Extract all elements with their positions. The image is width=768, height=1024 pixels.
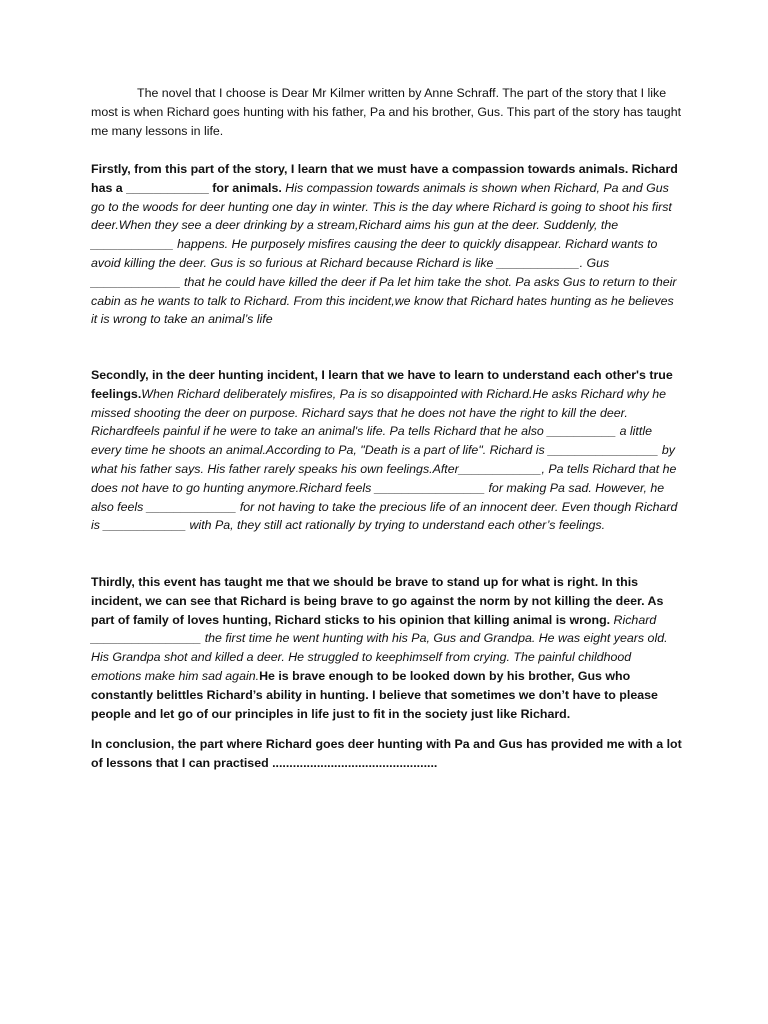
paragraph-compassion <box>91 160 683 329</box>
paragraph-brave-bold-2: He is brave enough to be looked down by his brother, Gus who constantly belittles Richard’s ability in hunting. I believe that sometimes we don’t have to please people and let go of our principles in life just to fit in the society just like Richard. <box>91 668 658 721</box>
paragraph-feelings-bold: Secondly, in the deer hunting incident, I learn that we have to learn to understand each other's true feelings. <box>91 368 673 401</box>
paragraph-brave-bold-1: Thirdly, this event has taught me that we should be brave to stand up for what is right. In this incident, we can see that Richard is being brave to go against the norm by not killing the deer. As part of family of loves hunting, Richard sticks to his opinion that killing animal is wrong. <box>91 575 664 627</box>
paragraph-feelings-italic: When Richard deliberately misfires, Pa is so disappointed with Richard.He asks Richard why he missed shooting the deer on purpose. Richard says that he does not have the right to kill the deer. Richardfeels painful if he were to take an animal's life. Pa tells Richard that he also __________ a little every time he shoots an animal.According to Pa, "Death is a part of life". Richard is ________________ by what his father says. His father rarely speaks his own feelings.After____________, Pa tells Richard that he does not have to go hunting anymore.Richard feels ________________ for making Pa sad. However, he also feels _____________ for not having to take the precious life of an innocent deer. Even though Richard is ____________ with Pa, they still act rationally by trying to understand each other’s feelings. <box>91 386 678 533</box>
paragraph-brave <box>91 573 683 723</box>
intro-paragraph <box>91 84 683 140</box>
paragraph-compassion-bold: Firstly, from this part of the story, I learn that we must have a compassion towards animals. Richard has a ____________ for animals. <box>91 162 678 195</box>
paragraph-conclusion-bold: In conclusion, the part where Richard goes deer hunting with Pa and Gus has provided me with a lot of lessons that I can practised ................................................ <box>91 737 682 770</box>
intro-text: The novel that I choose is Dear Mr Kilmer written by Anne Schraff. The part of the story that I like most is when Richard goes hunting with his father, Pa and his brother, Gus. This part of the story has taught me many lessons in life. <box>91 86 682 138</box>
paragraph-feelings <box>91 366 683 535</box>
paragraph-compassion-italic: His compassion towards animals is shown when Richard, Pa and Gus go to the woods for deer hunting one day in winter. This is the day where Richard is going to shoot his first deer.When they see a deer drinking by a stream,Richard aims his gun at the deer. Suddenly, the ____________ happens. He purposely misfires causing the deer to quickly disappear. Richard wants to avoid killing the deer. Gus is so furious at Richard because Richard is like ____________. Gus _____________ that he could have killed the deer if Pa let him take the shot. Pa asks Gus to return to their cabin as he wants to talk to Richard. From this incident,we know that Richard hates hunting as he believes it is wrong to take an animal’s life <box>91 180 677 327</box>
paragraph-conclusion <box>91 735 683 773</box>
paragraph-brave-italic: Richard ________________ the first time he went hunting with his Pa, Gus and Grandpa. He was eight years old. His Grandpa shot and killed a deer. He struggled to keephimself from crying. The painful childhood emotions make him sad again. <box>91 612 668 683</box>
